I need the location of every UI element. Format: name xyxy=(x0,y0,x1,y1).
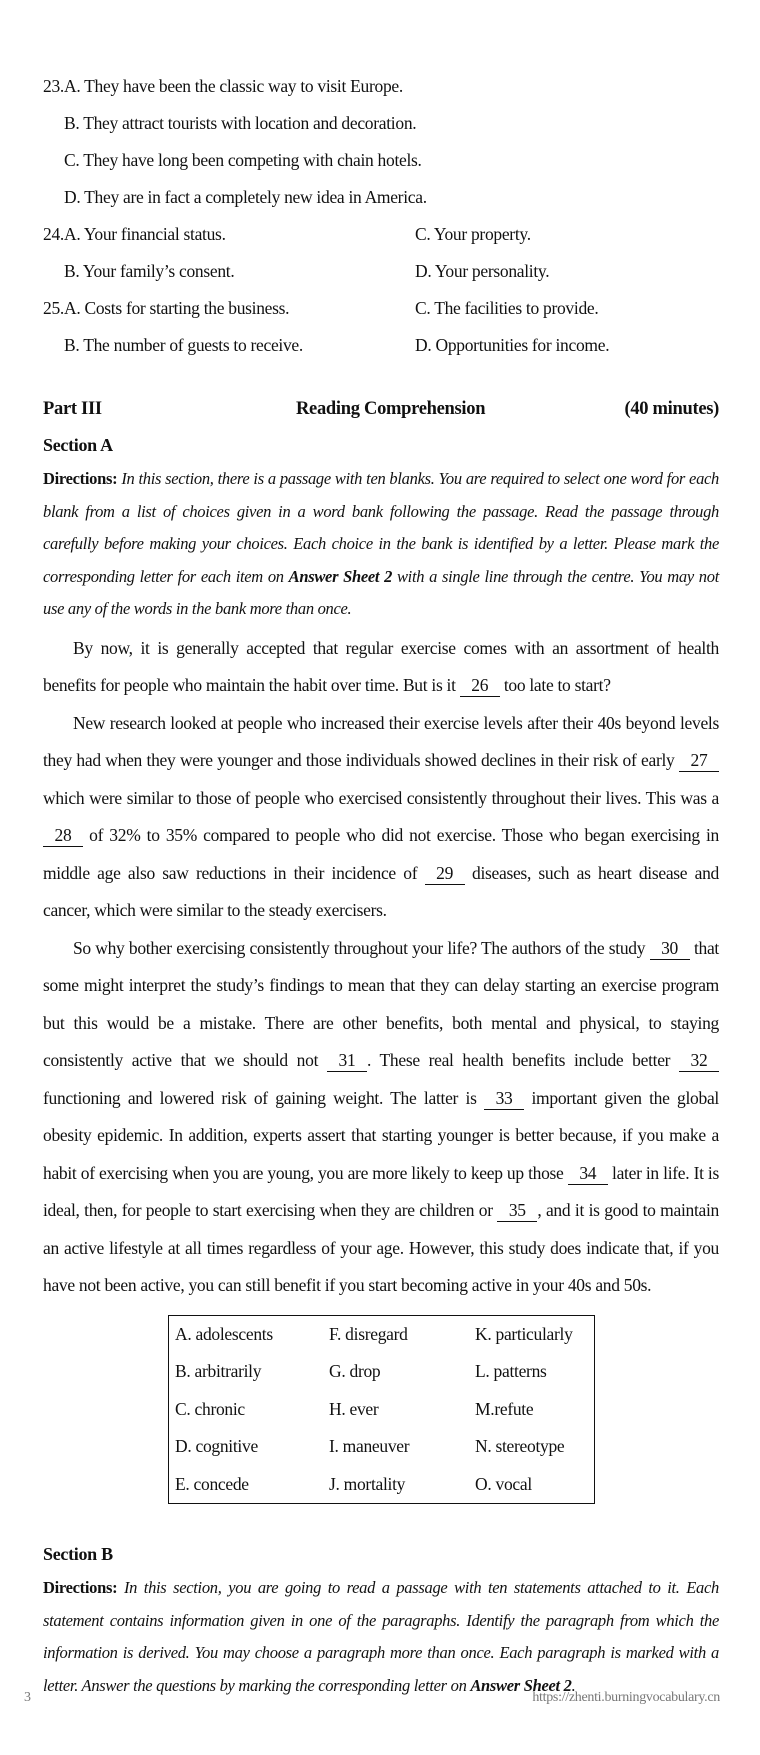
question-25-option-c: C. The facilities to provide. xyxy=(415,298,599,318)
blank-33: 33 xyxy=(484,1087,524,1110)
question-25-option-d: D. Opportunities for income. xyxy=(415,335,610,355)
blank-29: 29 xyxy=(425,862,465,885)
word-bank-item: C. chronic xyxy=(175,1398,245,1419)
word-bank xyxy=(168,1315,595,1505)
section-a-title: Section A xyxy=(43,435,113,455)
page-footer xyxy=(24,1690,720,1714)
blank-35: 35 xyxy=(497,1199,537,1222)
question-25-option-b: B. The number of guests to receive. xyxy=(64,335,303,355)
question-24-option-c: C. Your property. xyxy=(415,224,531,244)
word-bank-item: G. drop xyxy=(329,1361,381,1381)
blank-34: 34 xyxy=(568,1162,608,1185)
question-23-option-b: B. They attract tourists with location and decoration. xyxy=(64,113,417,133)
question-25-number: 25. xyxy=(43,298,64,318)
part-label: Part III xyxy=(43,399,102,419)
word-bank-item: F. disregard xyxy=(329,1323,408,1344)
word-bank-item: E. concede xyxy=(175,1473,249,1494)
word-bank-item: M.refute xyxy=(475,1398,534,1419)
section-b-title: Section B xyxy=(43,1544,113,1564)
word-bank-item: I. maneuver xyxy=(329,1436,410,1456)
word-bank-row xyxy=(169,1316,594,1354)
question-24-option-a: A. Your financial status. xyxy=(63,224,226,244)
question-24-number: 24. xyxy=(43,224,64,244)
word-bank-row xyxy=(169,1428,594,1466)
answer-sheet-ref: Answer Sheet 2 xyxy=(470,1675,572,1695)
section-b xyxy=(43,1536,719,1702)
footer-url: https://zhenti.burningvocabulary.cn xyxy=(532,1690,720,1705)
section-b-directions: Directions: In this section, you are going to read a passage with ten statements attached to it. Each statement contains information given in one of the paragraphs. Identify the paragraph from which the information is derived. You may choose a paragraph more than once. Each paragraph is marked with a letter. Answer the questions by marking the corresponding letter on Answer Sheet 2. xyxy=(43,1578,719,1695)
question-24-row-1 xyxy=(43,216,719,253)
question-23-option-d: D. They are in fact a completely new idea in America. xyxy=(64,187,427,207)
question-24-option-d: D. Your personality. xyxy=(415,261,550,281)
passage-paragraph-3: So why bother exercising consistently throughout your life? The authors of the study 30 that some might interpret the study’s findings to mean that they can delay starting an exercise program but this would be a mistake. There are other benefits, both mental and physical, to staying consistently active that we should not 31 . These real health benefits include better 32 functioning and lowered risk of gaining weight. The latter is 33 important given the global obesity epidemic. In addition, experts assert that starting younger is better because, if you make a habit of exercising when you are young, you are more likely to keep up those 34 later in life. It is ideal, then, for people to start exercising when they are children or 35 , and it is good to maintain an active lifestyle at all times regardless of your age. However, this study does indicate that, if you have not been active, you can still benefit if you start becoming active in your 40s and 50s. xyxy=(43,937,719,1295)
word-bank-item: N. stereotype xyxy=(475,1436,565,1456)
word-bank-item: O. vocal xyxy=(475,1473,532,1494)
page-number: 3 xyxy=(24,1690,31,1705)
part-title: Reading Comprehension xyxy=(296,399,486,419)
directions-label: Directions: xyxy=(43,1578,118,1597)
question-23-option-a: 23.A. They have been the classic way to visit Europe. xyxy=(43,76,403,96)
word-bank-row xyxy=(169,1391,594,1429)
part-header xyxy=(43,391,719,427)
blank-31: 31 xyxy=(327,1049,367,1072)
word-bank-item: K. particularly xyxy=(475,1323,573,1344)
blank-30: 30 xyxy=(650,937,690,960)
blank-26: 26 xyxy=(460,674,500,697)
word-bank-item: J. mortality xyxy=(329,1473,406,1494)
question-24-option-b: B. Your family’s consent. xyxy=(64,261,235,281)
word-bank-item: D. cognitive xyxy=(175,1436,258,1456)
word-bank-item: H. ever xyxy=(329,1398,379,1419)
reading-passage xyxy=(43,630,719,1305)
question-24-row-2 xyxy=(43,253,719,290)
question-25-row-2 xyxy=(43,327,719,364)
question-23-option-c: C. They have long been competing with chain hotels. xyxy=(64,150,422,170)
answer-sheet-ref: Answer Sheet 2 xyxy=(288,566,393,586)
question-25-option-a: A. Costs for starting the business. xyxy=(63,298,290,318)
word-bank-item: B. arbitrarily xyxy=(175,1361,262,1381)
word-bank-item: A. adolescents xyxy=(175,1323,273,1344)
word-bank-item: L. patterns xyxy=(475,1361,547,1381)
word-bank-row xyxy=(169,1353,594,1391)
blank-28: 28 xyxy=(43,824,83,847)
passage-paragraph-2: New research looked at people who increased their exercise levels after their 40s beyond levels they had when they were younger and those individuals showed declines in their risk of early 27 which were similar to those of people who exercised consistently throughout their lives. This was a 28 of 32% to 35% compared to people who did not exercise. Those who began exercising in middle age also saw reductions in their incidence of 29 diseases, such as heart disease and cancer, which were similar to the steady exercisers. xyxy=(43,712,719,920)
blank-27: 27 xyxy=(679,749,719,772)
exam-page xyxy=(43,68,719,1702)
section-a-directions: Directions: In this section, there is a passage with ten blanks. You are required to select one word for each blank from a list of choices given in a word bank following the passage. Read the passage through carefully before making your choices. Each choice in the bank is identified by a letter. Please mark the corresponding letter for each item on Answer Sheet 2 with a single line through the centre. You may not use any of the words in the bank more than once. xyxy=(43,469,719,618)
passage-paragraph-1: By now, it is generally accepted that regular exercise comes with an assortment of health benefits for people who maintain the habit over time. But is it 26 too late to start? xyxy=(43,637,719,695)
blank-32: 32 xyxy=(679,1049,719,1072)
question-25-row-1 xyxy=(43,290,719,327)
directions-label: Directions: xyxy=(43,469,118,488)
word-bank-row xyxy=(169,1466,594,1504)
part-time: (40 minutes) xyxy=(624,399,719,419)
